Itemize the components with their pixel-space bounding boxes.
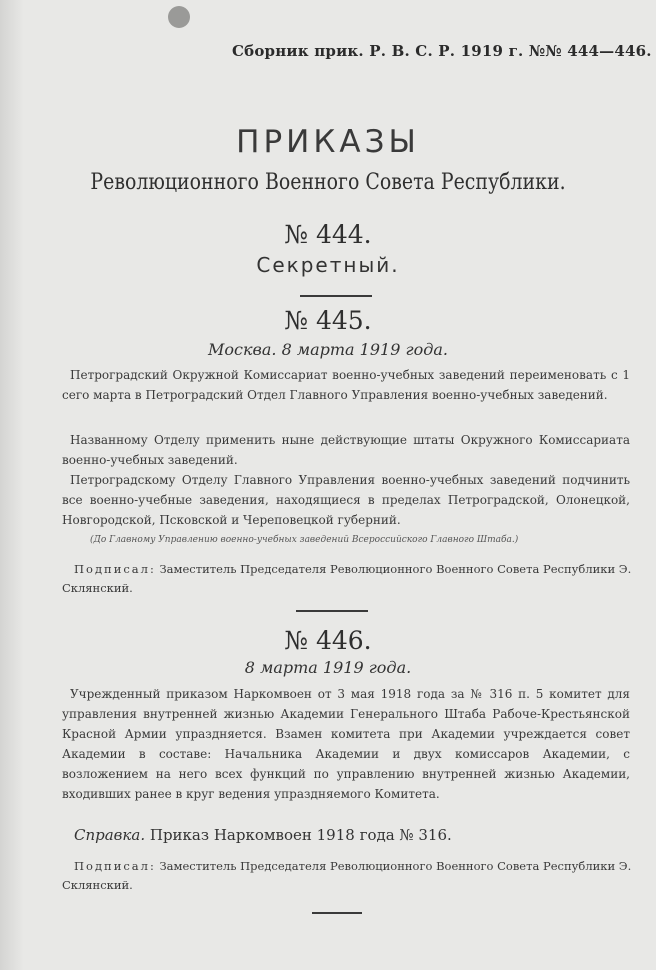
order-445-distribution-note: (До Главному Управлению военно-учебных заведений Всероссийского Главного Штаба.)	[90, 535, 519, 545]
order-446-number: № 446.	[284, 626, 372, 655]
reference-text: Приказ Наркомвоен 1918 года № 316.	[149, 826, 452, 844]
subtitle: Революционного Военного Совета Республики.	[90, 170, 566, 195]
order-444-secret-label: Секретный.	[256, 253, 400, 277]
signature-label: Подписал:	[74, 562, 156, 576]
signature-text: Заместитель Председателя Революционного Военного Совета Республики Э. Склянский.	[62, 859, 632, 892]
order-445-paragraph-1: Петроградский Окружной Комиссариат военно-учебных заведений переименовать с 1 сего марта в Петроградский Отдел Главного Управления военно-учебных заведений.	[62, 368, 630, 402]
signature-label: Подписал:	[74, 859, 156, 873]
order-445-date: Москва. 8 марта 1919 года.	[208, 340, 448, 359]
section-divider	[300, 295, 372, 297]
main-title: ПРИКАЗЫ	[236, 124, 420, 160]
order-446-signature	[62, 857, 632, 895]
section-divider	[312, 912, 362, 914]
signature-text: Заместитель Председателя Революционного Военного Совета Республики Э. Склянский.	[62, 562, 632, 595]
reference-label: Справка.	[74, 826, 146, 844]
order-445-number: № 445.	[284, 306, 372, 335]
order-446-date: 8 марта 1919 года.	[244, 658, 412, 677]
punch-hole	[168, 6, 190, 28]
order-445-signature	[62, 560, 632, 598]
section-divider	[296, 610, 368, 612]
order-444-number: № 444.	[284, 220, 372, 249]
order-446-reference	[62, 826, 632, 844]
running-header: Сборник прик. Р. В. С. Р. 1919 г. №№ 444—446.	[232, 42, 652, 60]
order-446-paragraph-1: Учрежденный приказом Наркомвоен от 3 мая 1918 года за № 316 п. 5 комитет для управления внутренней жизнью Академии Генерального Штаба Рабоче-Крестьянской Красной Армии упраздняется. Взамен комитета при Академии учреждается совет Академии в составе: Начальника Академии и двух комиссаров Академии, с возложением на него всех функций по управлению внутренней жизнью Академии, входивших ранее в круг ведения упраздняемого Комитета.	[62, 687, 630, 801]
order-445-paragraph-3: Петроградскому Отделу Главного Управления военно-учебных заведений подчинить все военно-учебные заведения, находящиеся в пределах Петроградской, Олонецкой, Новгородской, Псковской и Череповецкой губерний.	[62, 473, 630, 527]
order-445-paragraph-2: Названному Отделу применить ныне действующие штаты Окружного Комиссариата военно-учебных заведений.	[62, 433, 630, 467]
